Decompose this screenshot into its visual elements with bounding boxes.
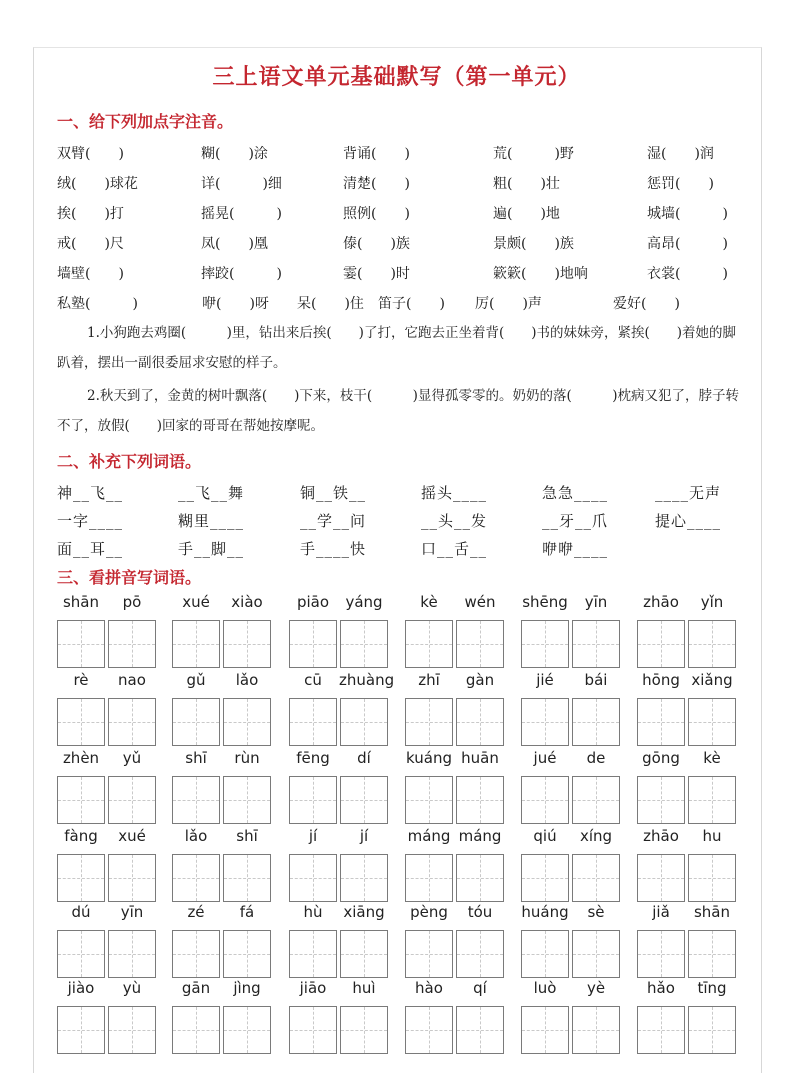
- phonetic-item: 簌簌( )地响: [493, 266, 588, 282]
- writing-box[interactable]: [108, 698, 156, 746]
- pinyin-label: shān: [693, 903, 731, 921]
- writing-box[interactable]: [289, 1006, 337, 1054]
- phonetic-row: [57, 173, 747, 195]
- pinyin-label: qiú: [533, 827, 557, 845]
- writing-box[interactable]: [456, 698, 504, 746]
- writing-box[interactable]: [637, 930, 685, 978]
- pinyin-label: rè: [73, 671, 89, 689]
- writing-box[interactable]: [456, 620, 504, 668]
- writing-box[interactable]: [340, 620, 388, 668]
- writing-box[interactable]: [637, 854, 685, 902]
- pinyin-label: jìng: [233, 979, 261, 997]
- phonetic-item: 糊( )涂: [201, 146, 268, 162]
- word-fill-item: __牙__爪: [542, 512, 609, 530]
- phonetic-item: 湿( )润: [647, 146, 714, 162]
- pinyin-label: luò: [533, 979, 557, 997]
- writing-box[interactable]: [289, 698, 337, 746]
- pinyin-label: jiāo: [299, 979, 327, 997]
- pinyin-label: fàng: [64, 827, 98, 845]
- word-fill-item: 提心____: [655, 512, 722, 530]
- word-fill-row: [57, 510, 747, 532]
- word-fill-item: 口__舌__: [421, 540, 488, 558]
- phonetic-item: 戒( )尺: [57, 236, 124, 252]
- word-fill-item: __飞__舞: [178, 484, 245, 502]
- writing-box[interactable]: [572, 1006, 620, 1054]
- pinyin-label: pèng: [410, 903, 448, 921]
- pinyin-label: lǎo: [184, 827, 208, 845]
- writing-box[interactable]: [572, 776, 620, 824]
- writing-box[interactable]: [456, 776, 504, 824]
- writing-box[interactable]: [172, 776, 220, 824]
- writing-box[interactable]: [405, 854, 453, 902]
- pinyin-label: gān: [181, 979, 211, 997]
- word-fill-row: [57, 538, 747, 560]
- writing-box[interactable]: [108, 776, 156, 824]
- word-fill-item: 一字____: [57, 512, 124, 530]
- phonetic-row: [57, 233, 747, 255]
- phonetic-item: 景颇( )族: [493, 236, 574, 252]
- page-title: 三上语文单元基础默写（第一单元）: [212, 64, 581, 90]
- writing-box[interactable]: [289, 620, 337, 668]
- writing-box[interactable]: [340, 776, 388, 824]
- phonetic-item: 惩罚( ): [647, 176, 714, 192]
- writing-box[interactable]: [572, 854, 620, 902]
- phonetic-row: [57, 263, 747, 285]
- pinyin-label: bái: [584, 671, 608, 689]
- phonetic-item: 厉( )声: [475, 296, 542, 312]
- pinyin-label: hǎo: [647, 979, 675, 997]
- pinyin-label: huì: [352, 979, 376, 997]
- phonetic-item: 高昂( ): [647, 236, 728, 252]
- section1-paragraph-2: 2.秋天到了，金黄的树叶飘落( )下来，枝干( )显得孤零零的。奶奶的落( )枕病又犯了，脖子转不了，放假( )回家的哥哥在帮她按摩呢。: [57, 388, 739, 434]
- writing-box[interactable]: [456, 930, 504, 978]
- pinyin-label: fēng: [296, 749, 330, 767]
- writing-box[interactable]: [289, 776, 337, 824]
- phonetic-item: 爱好( ): [613, 296, 680, 312]
- phonetic-item: 私塾( ): [57, 296, 138, 312]
- phonetic-item: 清楚( ): [343, 176, 410, 192]
- pinyin-label: nao: [118, 671, 146, 689]
- writing-box[interactable]: [340, 698, 388, 746]
- writing-box[interactable]: [57, 620, 105, 668]
- word-fill-item: 铜__铁__: [300, 484, 367, 502]
- writing-box[interactable]: [172, 698, 220, 746]
- pinyin-label: zhuàng: [339, 671, 395, 689]
- writing-box[interactable]: [172, 620, 220, 668]
- pinyin-label: kuáng: [406, 749, 452, 767]
- pinyin-label: hào: [415, 979, 443, 997]
- phonetic-item: 详( )细: [201, 176, 282, 192]
- pinyin-label: gǔ: [186, 671, 206, 689]
- word-fill-item: 咿咿____: [542, 540, 609, 558]
- pinyin-label: rùn: [234, 749, 260, 767]
- writing-box[interactable]: [223, 930, 271, 978]
- pinyin-label: cū: [304, 671, 322, 689]
- phonetic-item: 遍( )地: [493, 206, 560, 222]
- pinyin-label: xiào: [231, 593, 263, 611]
- pinyin-label: shān: [62, 593, 100, 611]
- pinyin-label: kè: [703, 749, 721, 767]
- writing-box[interactable]: [521, 854, 569, 902]
- writing-box[interactable]: [637, 698, 685, 746]
- word-fill-item: __头__发: [421, 512, 488, 530]
- phonetic-row: [57, 203, 747, 225]
- word-fill-item: 摇头____: [421, 484, 488, 502]
- phonetic-item: 墙壁( ): [57, 266, 124, 282]
- writing-box[interactable]: [688, 620, 736, 668]
- pinyin-label: pō: [122, 593, 142, 611]
- writing-box[interactable]: [340, 930, 388, 978]
- writing-box[interactable]: [172, 854, 220, 902]
- pinyin-label: xiǎng: [691, 671, 733, 689]
- phonetic-item: 呆( )住: [297, 296, 364, 312]
- writing-box[interactable]: [223, 776, 271, 824]
- pinyin-label: yù: [122, 979, 142, 997]
- writing-box[interactable]: [223, 698, 271, 746]
- pinyin-label: xué: [182, 593, 210, 611]
- pinyin-label: de: [586, 749, 606, 767]
- word-fill-item: 手__脚__: [178, 540, 245, 558]
- pinyin-label: huān: [461, 749, 499, 767]
- word-fill-item: ____无声: [655, 484, 722, 502]
- pinyin-label: huáng: [521, 903, 569, 921]
- pinyin-label: máng: [458, 827, 502, 845]
- writing-box[interactable]: [172, 930, 220, 978]
- pinyin-label: gàn: [465, 671, 495, 689]
- writing-box[interactable]: [521, 620, 569, 668]
- writing-box[interactable]: [688, 698, 736, 746]
- pinyin-label: dú: [71, 903, 91, 921]
- pinyin-label: zhāo: [643, 827, 679, 845]
- phonetic-item: 粗( )壮: [493, 176, 560, 192]
- writing-box[interactable]: [405, 776, 453, 824]
- phonetic-item: 摇晃( ): [201, 206, 282, 222]
- writing-box[interactable]: [340, 854, 388, 902]
- pinyin-label: hu: [702, 827, 722, 845]
- pinyin-label: tīng: [697, 979, 727, 997]
- pinyin-label: tóu: [467, 903, 493, 921]
- pinyin-label: xué: [118, 827, 146, 845]
- pinyin-label: xiāng: [343, 903, 385, 921]
- writing-box[interactable]: [57, 930, 105, 978]
- pinyin-label: jué: [533, 749, 557, 767]
- writing-box[interactable]: [688, 854, 736, 902]
- writing-box[interactable]: [521, 1006, 569, 1054]
- pinyin-label: zhī: [418, 671, 440, 689]
- phonetic-item: 城墙( ): [647, 206, 728, 222]
- word-fill-item: 手____快: [300, 540, 367, 558]
- writing-box[interactable]: [108, 854, 156, 902]
- pinyin-label: wén: [464, 593, 496, 611]
- word-fill-item: 急急____: [542, 484, 609, 502]
- pinyin-label: dí: [357, 749, 371, 767]
- phonetic-row: [57, 293, 747, 315]
- pinyin-label: sè: [587, 903, 605, 921]
- pinyin-label: yǔ: [122, 749, 142, 767]
- pinyin-label: lǎo: [235, 671, 259, 689]
- pinyin-label: zhāo: [643, 593, 679, 611]
- writing-box[interactable]: [572, 698, 620, 746]
- writing-box[interactable]: [340, 1006, 388, 1054]
- writing-box[interactable]: [521, 776, 569, 824]
- writing-box[interactable]: [456, 854, 504, 902]
- writing-box[interactable]: [688, 1006, 736, 1054]
- writing-box[interactable]: [57, 698, 105, 746]
- word-fill-item: __学__问: [300, 512, 367, 530]
- word-fill-item: 糊里____: [178, 512, 245, 530]
- writing-box[interactable]: [223, 1006, 271, 1054]
- phonetic-item: 咿( )呀: [202, 296, 269, 312]
- pinyin-label: shī: [185, 749, 207, 767]
- writing-box[interactable]: [688, 776, 736, 824]
- writing-box[interactable]: [405, 620, 453, 668]
- writing-box[interactable]: [57, 776, 105, 824]
- phonetic-item: 傣( )族: [343, 236, 410, 252]
- writing-box[interactable]: [521, 930, 569, 978]
- phonetic-row: [57, 143, 747, 165]
- phonetic-item: 背诵( ): [343, 146, 410, 162]
- phonetic-item: 霎( )时: [343, 266, 410, 282]
- pinyin-label: jiǎ: [652, 903, 670, 921]
- pinyin-label: kè: [420, 593, 438, 611]
- phonetic-item: 荒( )野: [493, 146, 574, 162]
- phonetic-item: 绒( )球花: [57, 176, 138, 192]
- word-fill-row: [57, 482, 747, 504]
- pinyin-label: yīn: [584, 593, 608, 611]
- pinyin-label: shēng: [522, 593, 568, 611]
- writing-box[interactable]: [637, 776, 685, 824]
- pinyin-label: yǐn: [700, 593, 724, 611]
- writing-box[interactable]: [57, 1006, 105, 1054]
- writing-box[interactable]: [637, 1006, 685, 1054]
- pinyin-label: jí: [359, 827, 369, 845]
- writing-box[interactable]: [108, 930, 156, 978]
- writing-box[interactable]: [521, 698, 569, 746]
- pinyin-label: hōng: [642, 671, 680, 689]
- section2-heading: 二、补充下列词语。: [57, 452, 202, 471]
- writing-box[interactable]: [172, 1006, 220, 1054]
- pinyin-label: hù: [303, 903, 323, 921]
- writing-box[interactable]: [108, 620, 156, 668]
- pinyin-label: xíng: [579, 827, 613, 845]
- pinyin-label: yīn: [120, 903, 144, 921]
- writing-box[interactable]: [405, 1006, 453, 1054]
- writing-box[interactable]: [405, 698, 453, 746]
- writing-box[interactable]: [688, 930, 736, 978]
- writing-box[interactable]: [223, 620, 271, 668]
- writing-box[interactable]: [405, 930, 453, 978]
- pinyin-label: yè: [586, 979, 606, 997]
- phonetic-item: 凤( )凰: [201, 236, 268, 252]
- writing-box[interactable]: [289, 930, 337, 978]
- pinyin-label: máng: [407, 827, 451, 845]
- pinyin-label: jí: [308, 827, 318, 845]
- pinyin-label: piāo: [296, 593, 330, 611]
- pinyin-label: gōng: [642, 749, 680, 767]
- pinyin-label: qí: [473, 979, 487, 997]
- section1-paragraph-1: 1.小狗跑去鸡圈( )里，钻出来后挨( )了打，它跑去正坐着背( )书的妹妹旁，紧挨( )着她的脚趴着，摆出一副很委屈求安慰的样子。: [57, 325, 737, 371]
- phonetic-item: 挨( )打: [57, 206, 124, 222]
- pinyin-label: jié: [536, 671, 554, 689]
- phonetic-item: 双臂( ): [57, 146, 124, 162]
- writing-box[interactable]: [637, 620, 685, 668]
- section1-heading: 一、给下列加点字注音。: [57, 112, 234, 131]
- writing-box[interactable]: [289, 854, 337, 902]
- phonetic-item: 衣裳( ): [647, 266, 728, 282]
- pinyin-label: fá: [239, 903, 255, 921]
- word-fill-item: 神__飞__: [57, 484, 124, 502]
- pinyin-label: zhèn: [62, 749, 100, 767]
- writing-box[interactable]: [456, 1006, 504, 1054]
- pinyin-label: jiào: [67, 979, 95, 997]
- pinyin-label: yáng: [345, 593, 383, 611]
- phonetic-item: 笛子( ): [378, 296, 445, 312]
- phonetic-item: 摔跤( ): [201, 266, 282, 282]
- writing-box[interactable]: [57, 854, 105, 902]
- pinyin-label: zé: [187, 903, 205, 921]
- writing-box[interactable]: [572, 620, 620, 668]
- writing-box[interactable]: [108, 1006, 156, 1054]
- word-fill-item: 面__耳__: [57, 540, 124, 558]
- writing-box[interactable]: [223, 854, 271, 902]
- pinyin-label: shī: [236, 827, 258, 845]
- section3-heading: 三、看拼音写词语。: [57, 568, 202, 587]
- writing-box[interactable]: [572, 930, 620, 978]
- phonetic-item: 照例( ): [343, 206, 410, 222]
